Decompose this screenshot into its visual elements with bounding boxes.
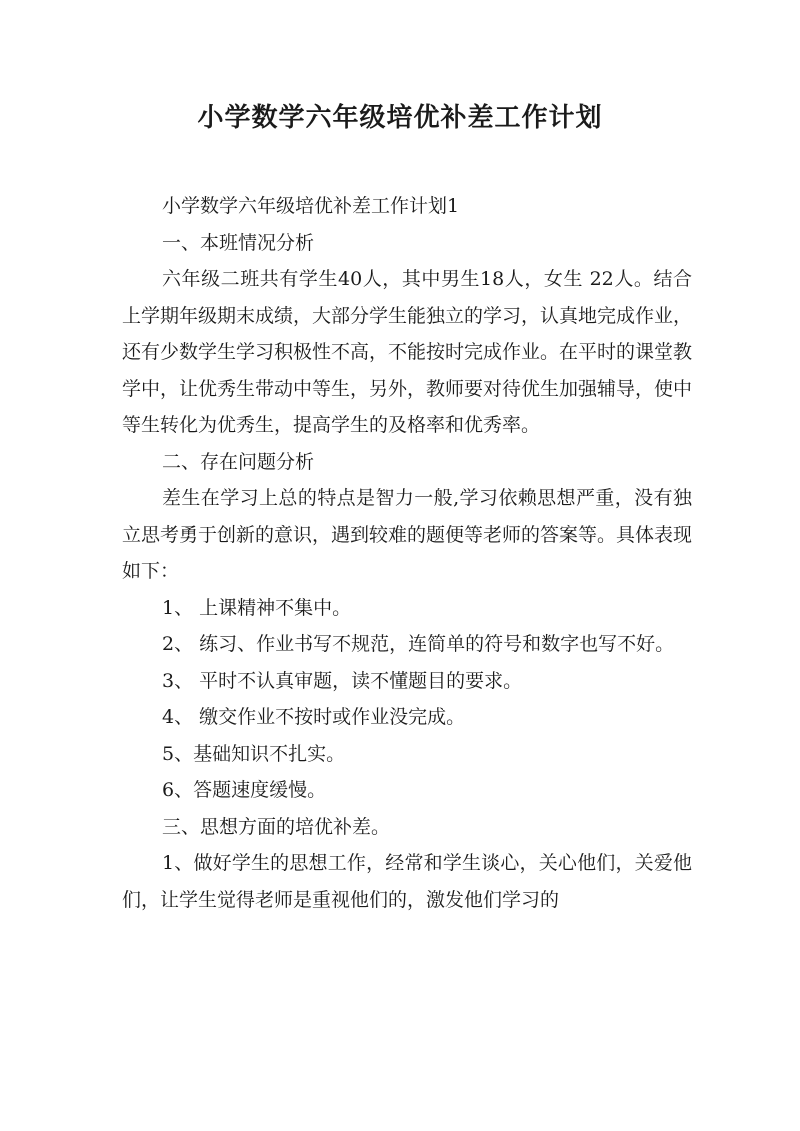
section-heading-problem-analysis: 二、存在问题分析 <box>162 450 315 473</box>
document-title: 小学数学六年级培优补差工作计划 <box>197 103 603 133</box>
list-item: 2、 练习、作业书写不规范，连简单的符号和数字也写不好。 <box>162 633 675 655</box>
list-item: 1、 上课精神不集中。 <box>162 596 352 619</box>
section-heading-ideology: 三、思想方面的培优补差。 <box>162 815 391 838</box>
list-item: 4、 缴交作业不按时或作业没完成。 <box>162 706 466 728</box>
class-analysis-paragraph: 六年级二班共有学生40人，其中男生18人，女生 22人。结合上学期年级期末成绩，大部分学生能独立的学习，认真地完成作业，还有少数学生学习积极性不高，不能按时完成作业。在平时的课堂教学中，让优秀生带动中等生，另外，教师要对待优生加强辅导，使中等生转化为优秀生，提高学生的及格率和优秀率。 <box>122 268 693 436</box>
list-item: 3、 平时不认真审题，读不懂题目的要求。 <box>162 669 523 692</box>
section-heading-class-analysis: 一、本班情况分析 <box>162 231 315 254</box>
problem-analysis-paragraph: 差生在学习上总的特点是智力一般,学习依赖思想严重，没有独立思考勇于创新的意识，遇到较难的题便等老师的答案等。具体表现如下： <box>122 487 693 582</box>
list-item: 5、基础知识不扎实。 <box>162 742 346 765</box>
ideology-paragraph: 1、做好学生的思想工作，经常和学生谈心，关心他们，关爱他们，让学生觉得老师是重视他们的，激发他们学习的 <box>122 852 692 911</box>
list-item: 6、答题速度缓慢。 <box>162 779 327 801</box>
document-body <box>122 188 692 918</box>
subtitle-paragraph: 小学数学六年级培优补差工作计划1 <box>162 195 460 217</box>
